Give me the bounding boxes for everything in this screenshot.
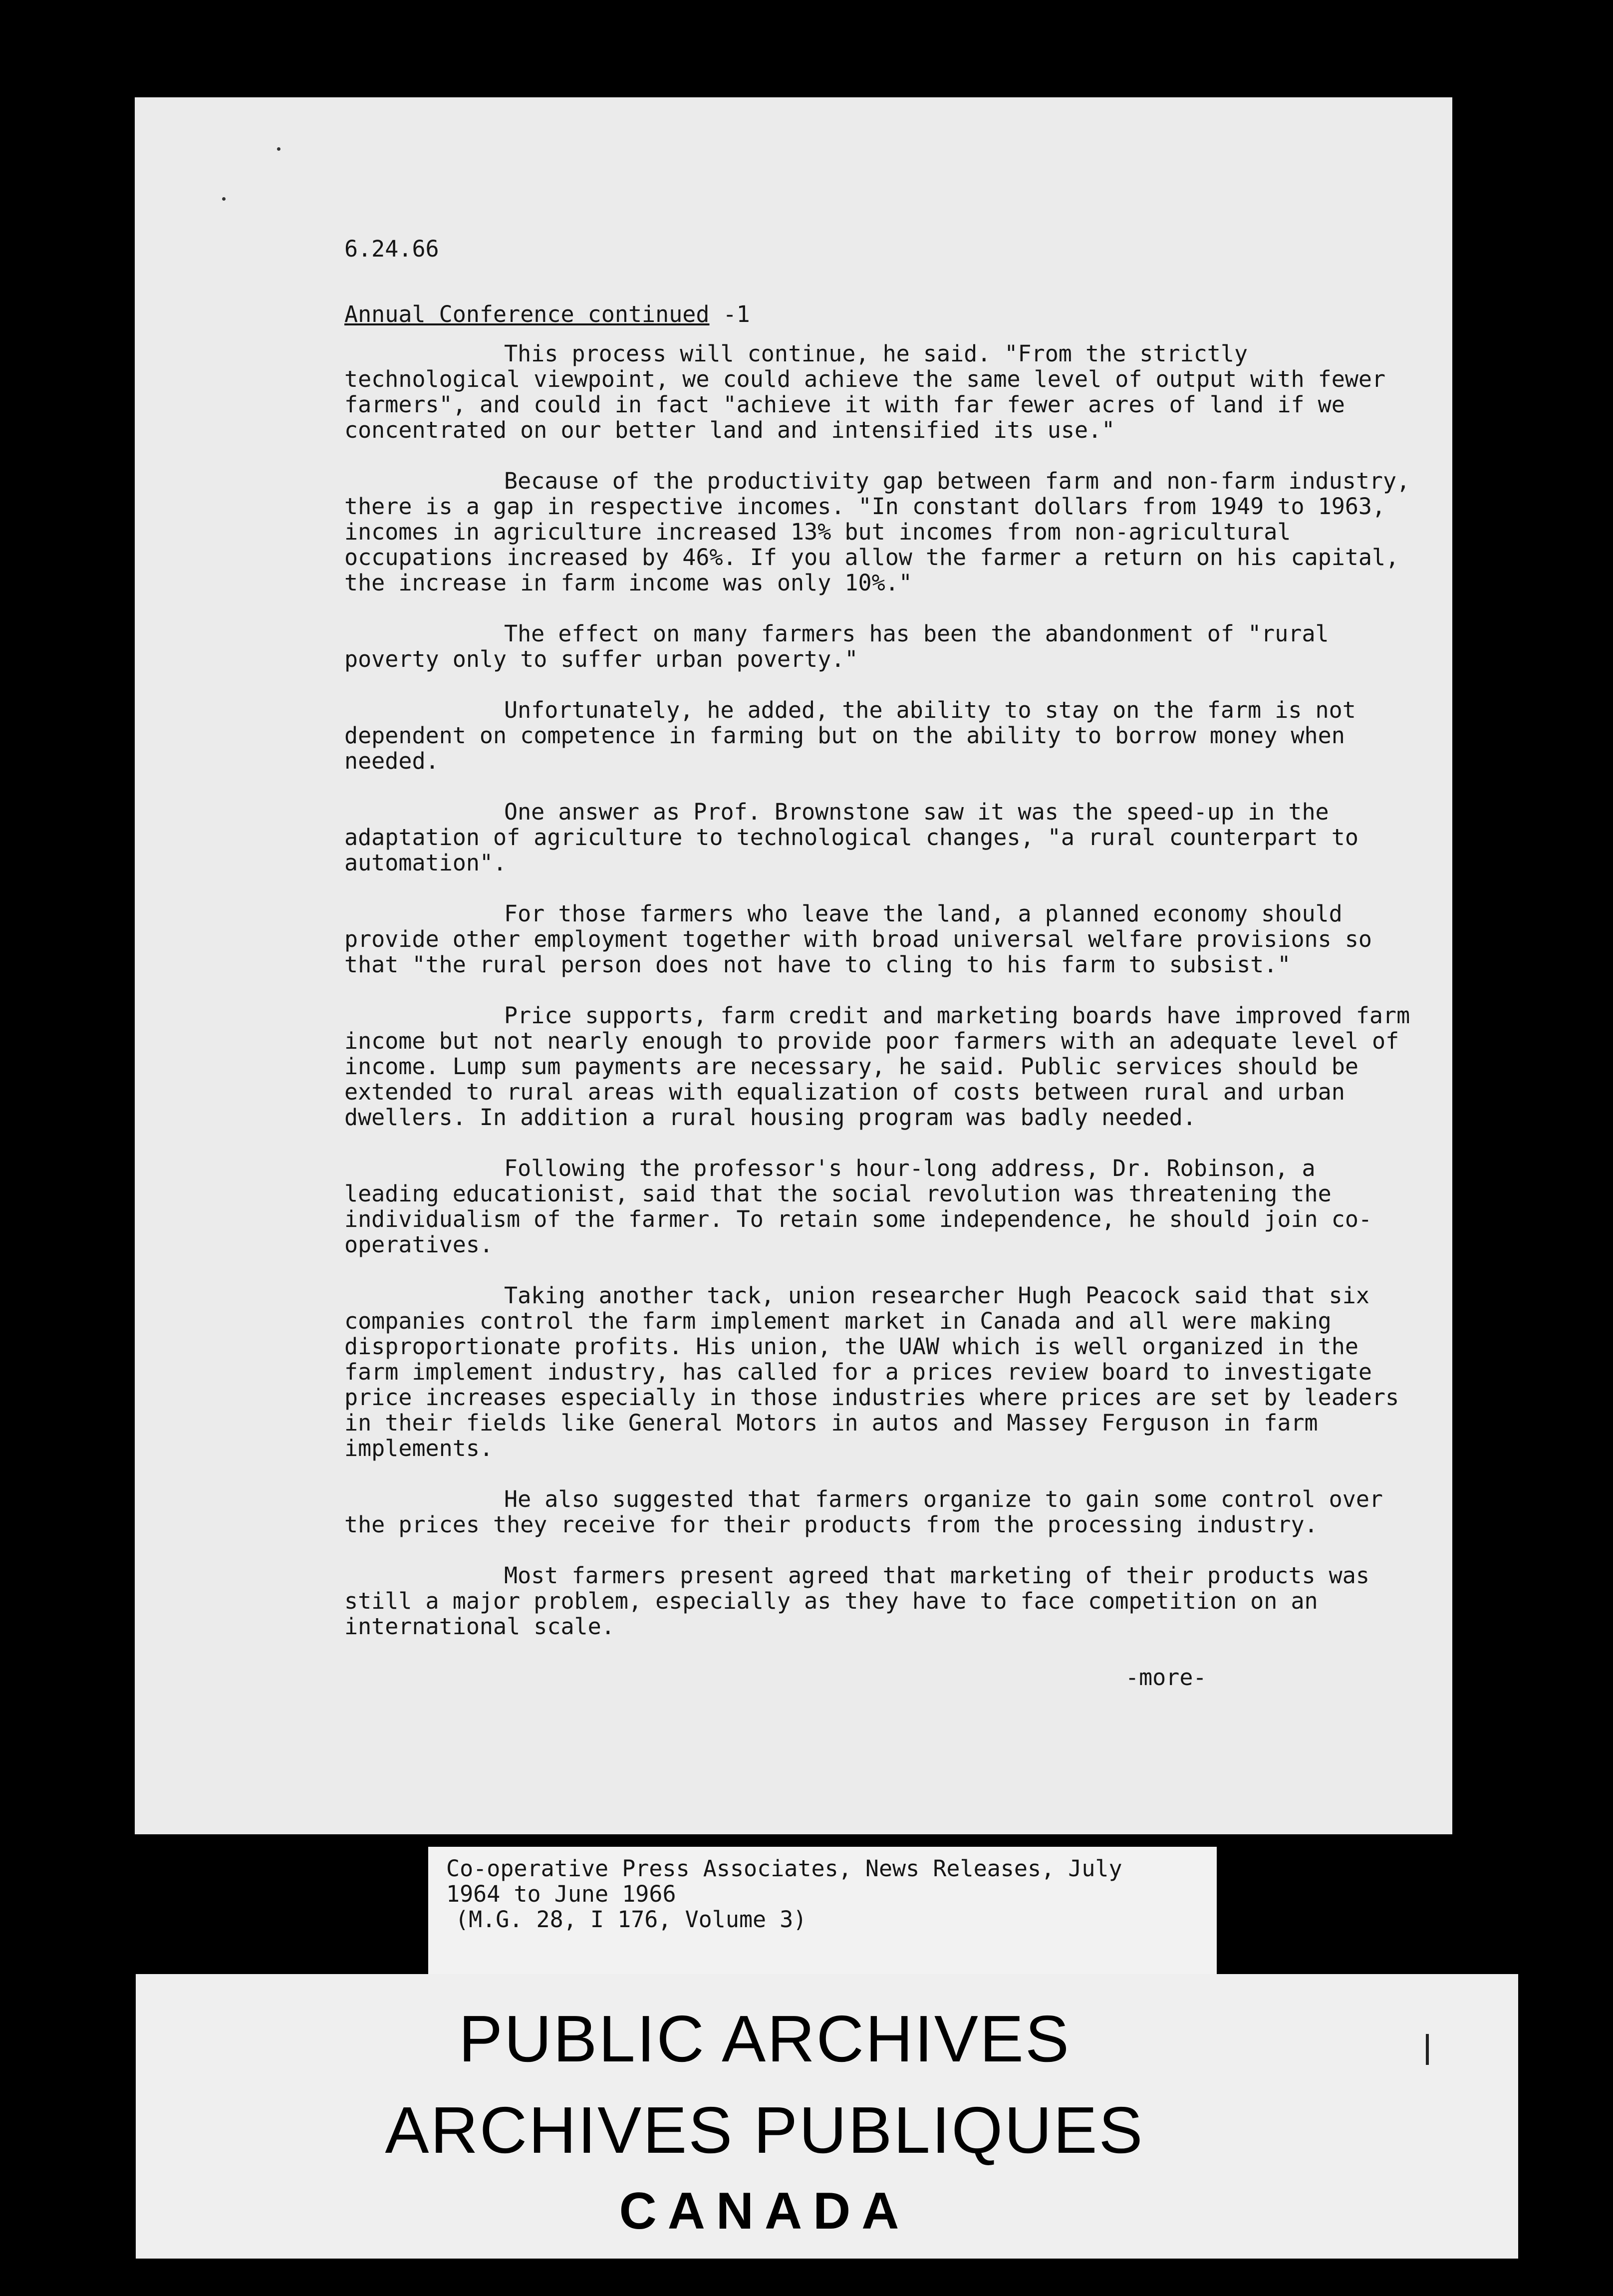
citation-reference: (M.G. 28, I 176, Volume 3)	[455, 1906, 807, 1933]
paper-speck	[222, 197, 226, 201]
typed-text-block	[344, 236, 1417, 1690]
document-heading	[344, 301, 1417, 327]
citation-line: 1964 to June 1966	[446, 1881, 676, 1907]
paragraph: Most farmers present agreed that marketing of their products was still a major problem, especially as they have to face competition on an international scale.	[344, 1562, 1369, 1640]
archives-title-french: ARCHIVES PUBLIQUES	[385, 2093, 1144, 2167]
paragraph: The effect on many farmers has been the abandonment of "rural poverty only to suffer urban poverty."	[344, 620, 1329, 672]
document-date: 6.24.66	[344, 236, 439, 262]
archives-title-english: PUBLIC ARCHIVES	[458, 2002, 1071, 2075]
source-citation-label	[428, 1847, 1217, 1976]
paragraph: One answer as Prof. Brownstone saw it was the speed-up in the adaptation of agriculture to technological changes, "a rural counterpart to automation".	[344, 799, 1358, 876]
paper-speck	[277, 147, 280, 151]
archives-stamp-banner	[136, 1974, 1518, 2259]
continuation-marker: -more-	[1125, 1664, 1207, 1691]
paragraph: Unfortunately, he added, the ability to stay on the farm is not dependent on competence in farming but on the ability to borrow money when needed.	[344, 697, 1356, 774]
paragraph: He also suggested that farmers organize to gain some control over the prices they receive for their products from the processing industry.	[344, 1486, 1383, 1538]
paragraph: For those farmers who leave the land, a planned economy should provide other employment together with broad universal welfare provisions so that "the rural person does not have to cling to his farm to subsist."	[344, 900, 1372, 978]
archives-country: CANADA	[619, 2182, 910, 2240]
document-page	[135, 97, 1452, 1834]
paragraph: Following the professor's hour-long address, Dr. Robinson, a leading educationist, said that the social revolution was threatening the individualism of the farmer. To retain some independence, he should join co-operatives.	[344, 1155, 1372, 1258]
paragraph: Price supports, farm credit and marketing boards have improved farm income but not nearly enough to provide poor farmers with an adequate level of income. Lump sum payments are necessary, he said. Public services should be extended to rural areas with equalization of costs between rural and urban dwellers. In addition a rural housing program was badly needed.	[344, 1002, 1410, 1131]
heading-page-number: -1	[709, 301, 750, 327]
heading-title: Annual Conference continued	[344, 301, 710, 327]
paragraph: Taking another tack, union researcher Hugh Peacock said that six companies control the farm implement market in Canada and all were making disproportionate profits. His union, the UAW which is well organized in the farm implement industry, has called for a prices review board to investigate price increases especially in those industries where prices are set by leaders in their fields like General Motors in autos and Massey Ferguson in farm implements.	[344, 1282, 1399, 1461]
paragraph: This process will continue, he said. "From the strictly technological viewpoint, we could achieve the same level of output with fewer farmers", and could in fact "achieve it with far fewer acres of land if we concentrated on our better land and intensified its use."	[344, 340, 1386, 443]
citation-line: Co-operative Press Associates, News Releases, July	[446, 1855, 1122, 1882]
paragraph: Because of the productivity gap between farm and non-farm industry, there is a gap in respective incomes. "In constant dollars from 1949 to 1963, incomes in agriculture increased 13% but incomes from non-agricultural occupations increased by 46%. If you allow the farmer a return on his capital, the increase in farm income was only 10%."	[344, 468, 1410, 596]
